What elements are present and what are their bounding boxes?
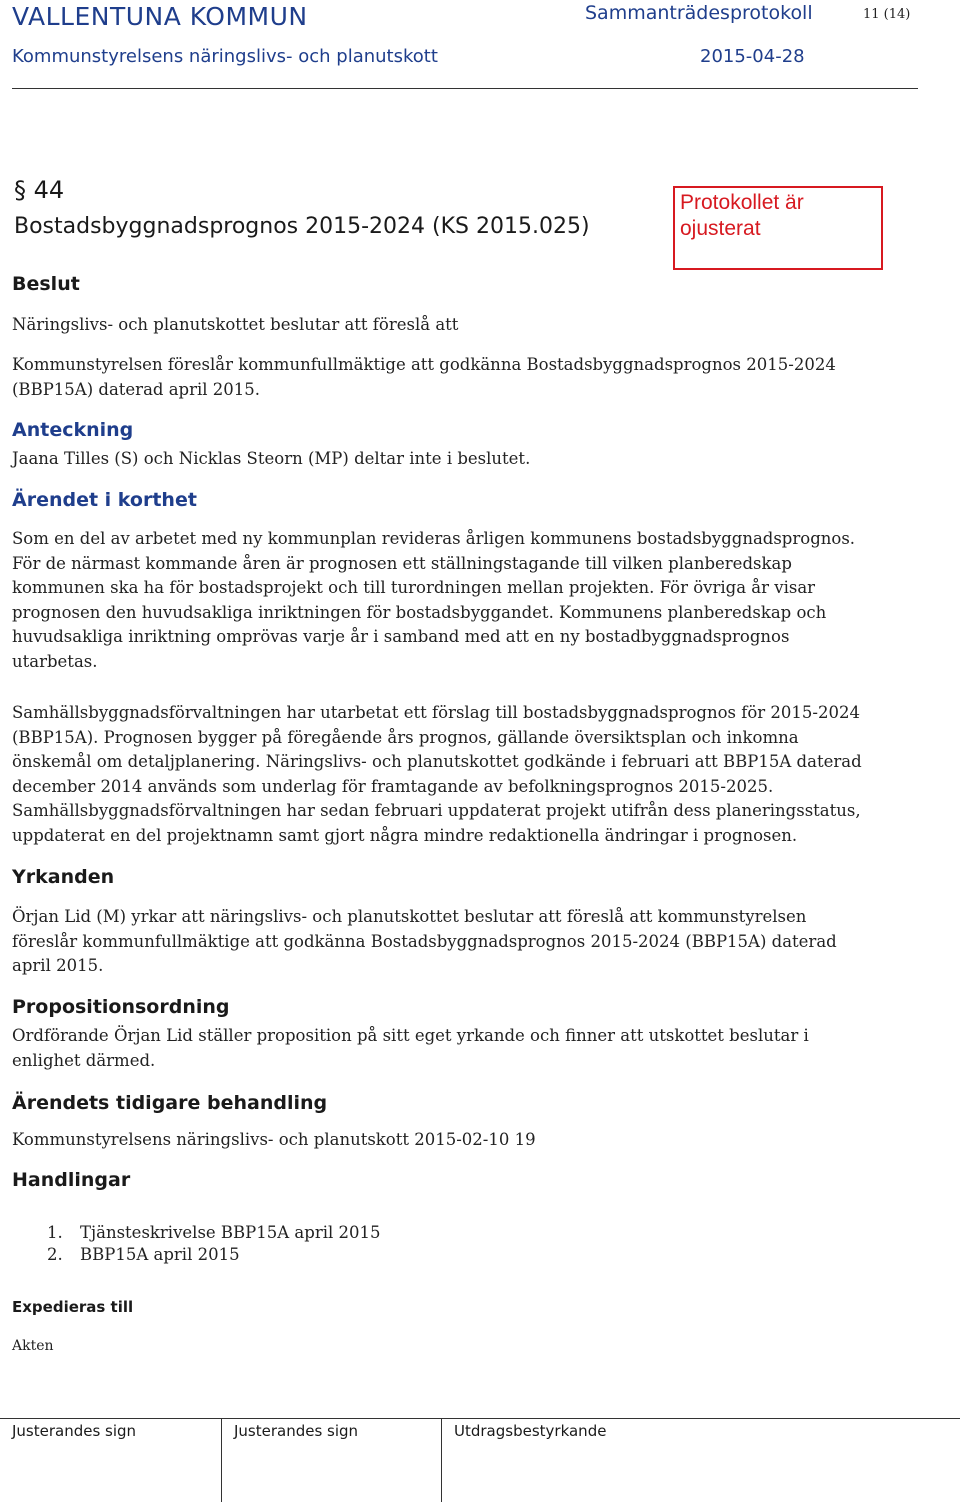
signature-cell-2: Justerandes sign: [222, 1418, 442, 1502]
tidigare-heading: Ärendets tidigare behandling: [12, 1092, 328, 1114]
stamp-line-1: Protokollet är: [680, 191, 804, 214]
expedieras-recipient: Akten: [12, 1338, 54, 1354]
yrkanden-line: föreslår kommunfullmäktige att godkänna Bostadsbyggnadsprognos 2015-2024 (BBP15A) daterad: [12, 931, 837, 951]
certification-cell: Utdragsbestyrkande: [454, 1422, 607, 1440]
yrkanden-line: Örjan Lid (M) yrkar att näringslivs- och planutskottet beslutar att föreslå att kommunstyrelsen: [12, 907, 807, 926]
arendet-line: uppdaterat en del projektnamn samt gjort några mindre redaktionella ändringar i prognosen.: [12, 825, 798, 845]
yrkanden-heading: Yrkanden: [12, 866, 115, 888]
unadjusted-stamp: [673, 186, 883, 270]
beslut-line: Kommunstyrelsen föreslår kommunfullmäktige att godkänna Bostadsbyggnadsprognos 2015-2024: [12, 355, 836, 374]
handlingar-heading: Handlingar: [12, 1169, 131, 1191]
yrkanden-line: april 2015.: [12, 956, 104, 976]
arendet-line: Samhällsbyggnadsförvaltningen har sedan februari uppdaterat projekt utifrån dess planeringsstatus,: [12, 801, 861, 821]
arendet-paragraph-1: [12, 527, 855, 675]
beslut-line: (BBP15A) daterad april 2015.: [12, 379, 261, 399]
arendet-line: (BBP15A). Prognosen bygger på föregående års prognos, gällande översiktsplan och inkomna: [12, 727, 799, 747]
arendet-line: december 2014 används som underlag för framtagande av befolkningsprognos 2015-2025.: [12, 776, 774, 796]
header-divider: [12, 88, 918, 89]
stamp-line-2: ojusterat: [680, 217, 761, 240]
beslut-intro: Näringslivs- och planutskottet beslutar att föreslå att: [12, 315, 459, 334]
beslut-decision: [12, 353, 836, 402]
anteckning-text: Jaana Tilles (S) och Nicklas Steorn (MP) deltar inte i beslutet.: [12, 449, 531, 468]
beslut-heading: Beslut: [12, 273, 80, 295]
meeting-date: 2015-04-28: [700, 46, 805, 67]
paragraph-number: § 44: [14, 176, 65, 204]
tidigare-text: Kommunstyrelsens näringslivs- och planutskott 2015-02-10 19: [12, 1130, 536, 1149]
propositionsordning-line: Ordförande Örjan Lid ställer proposition på sitt eget yrkande och finner att utskottet beslutar i: [12, 1026, 809, 1045]
anteckning-heading: Anteckning: [12, 419, 134, 441]
page-number: 11 (14): [863, 7, 911, 22]
propositionsordning-text: [12, 1024, 809, 1073]
signature-cell-1: Justerandes sign: [0, 1418, 222, 1502]
arendet-line: kommunen ska ha för bostadsprojekt och till turordningen mellan projekten. För övriga år visar: [12, 578, 816, 598]
arendet-heading: Ärendet i korthet: [12, 489, 197, 511]
handlingar-list: [47, 1222, 381, 1266]
expedieras-heading: Expedieras till: [12, 1298, 134, 1316]
propositionsordning-heading: Propositionsordning: [12, 996, 230, 1018]
arendet-line: utarbetas.: [12, 651, 98, 671]
arendet-line: Samhällsbyggnadsförvaltningen har utarbetat ett förslag till bostadsbyggnadsprognos för 2015-2024: [12, 703, 860, 722]
arendet-line: Som en del av arbetet med ny kommunplan revideras årligen kommunens bostadsbyggnadsprognos.: [12, 529, 856, 548]
organization-name: VALLENTUNA KOMMUN: [12, 2, 308, 31]
arendet-line: önskemål om detaljplanering. Näringslivs- och planutskottet godkände i februari att BBP15A daterad: [12, 752, 862, 772]
list-item: 1. Tjänsteskrivelse BBP15A april 2015: [47, 1223, 381, 1242]
document-type: Sammanträdesprotokoll: [585, 2, 813, 24]
list-item: 2. BBP15A april 2015: [47, 1245, 240, 1264]
arendet-line: huvudsakliga inriktning omprövas varje år i samband med att en ny bostadbyggnadsprognos: [12, 627, 790, 647]
paragraph-title: Bostadsbyggnadsprognos 2015-2024 (KS 2015.025): [14, 214, 590, 239]
committee-name: Kommunstyrelsens näringslivs- och planutskott: [12, 46, 438, 67]
arendet-paragraph-2: [12, 701, 862, 849]
yrkanden-text: [12, 905, 837, 979]
propositionsordning-line: enlighet därmed.: [12, 1050, 156, 1070]
arendet-line: För de närmast kommande åren är prognosen ett ställningstagande till vilken planberedskap: [12, 553, 792, 573]
arendet-line: prognosen den huvudsakliga inriktningen för bostadsbyggandet. Kommunens planberedskap och: [12, 602, 827, 622]
